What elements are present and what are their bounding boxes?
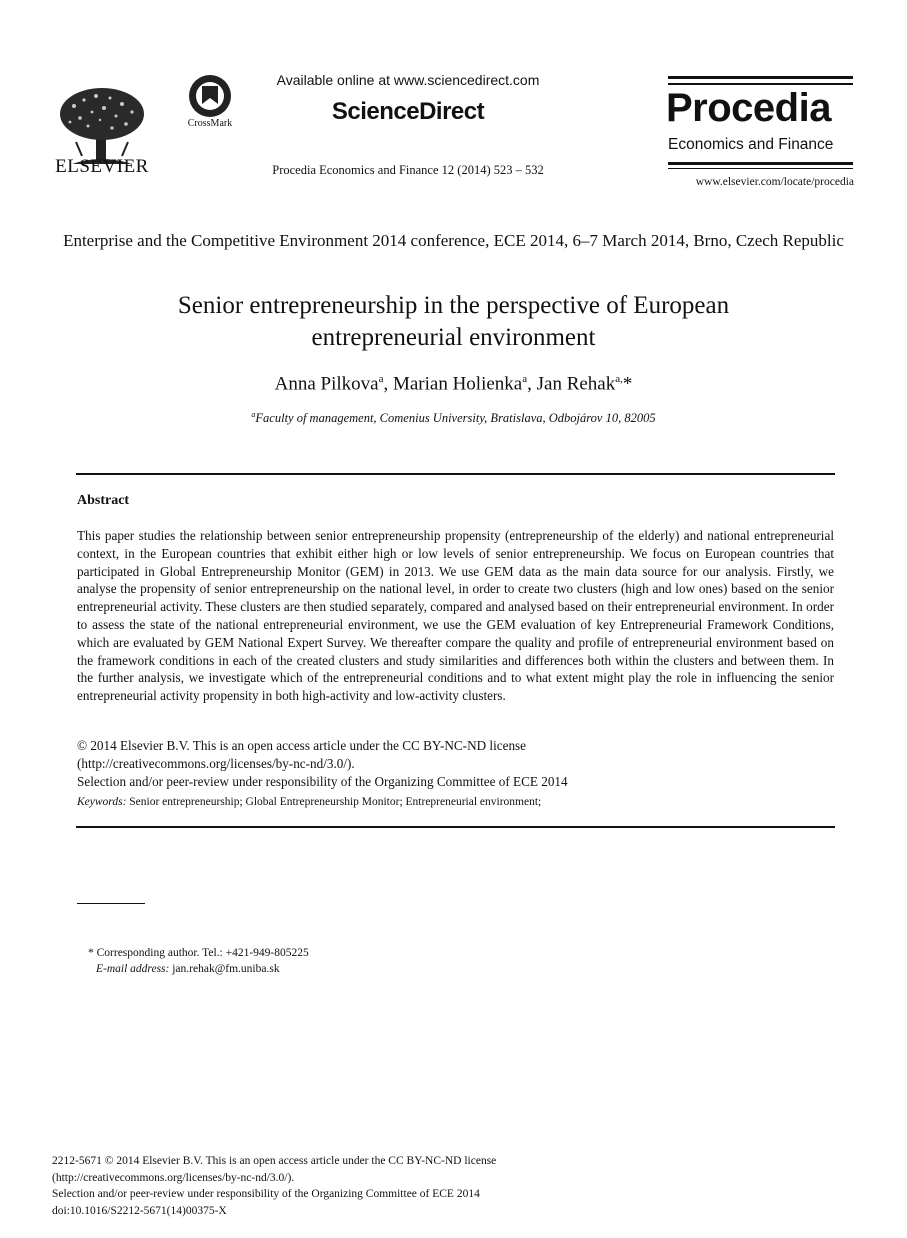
crossmark-label: CrossMark [187,118,233,129]
divider-bottom [76,826,835,828]
author-separator: , [527,373,537,395]
footer-issn-license: 2212-5671 © 2014 Elsevier B.V. This is an open access article under the CC BY-NC-ND license [52,1155,497,1167]
author-list [60,373,847,395]
procedia-rule-bottom [668,162,853,165]
footer-license-link[interactable]: (http://creativecommons.org/licenses/by-nc-nd/3.0/). [52,1171,295,1184]
peer-review-text: Selection and/or peer-review under responsibility of the Organizing Committee of ECE 2014 [77,773,568,789]
footer-doi[interactable]: doi:10.1016/S2212-5671(14)00375-X [52,1204,227,1217]
paper-title [60,290,847,354]
journal-reference: Procedia Economics and Finance 12 (2014) 523 – 532 [272,163,544,177]
journal-brand-subtitle: Economics and Finance [668,136,834,153]
procedia-rule-top-thin [668,83,853,85]
divider-top [76,473,835,475]
footer-peer-review: Selection and/or peer-review under responsibility of the Organizing Committee of ECE 2014 [52,1188,480,1200]
abstract-heading: Abstract [77,493,130,508]
affiliation-text: Faculty of management, Comenius University, Bratislava, Odbojárov 10, 82005 [255,411,656,426]
author-name: Jan Rehak [536,373,616,395]
author-name: Marian Holienka [392,373,523,395]
email-address[interactable]: jan.rehak@fm.uniba.sk [172,963,280,975]
author-separator: , [383,373,393,395]
affiliation [60,410,847,426]
procedia-rule-top [668,76,853,79]
paper-title-line-2: entrepreneurial environment [311,324,596,351]
corresponding-author-note: * Corresponding author. Tel.: +421-949-805225 [88,947,309,959]
email-line [88,961,309,977]
paper-title-line-1: Senior entrepreneurship in the perspective of European [177,292,730,319]
author-affiliation-mark: a [378,373,384,385]
keywords [77,796,834,808]
conference-name: Enterprise and the Competitive Environment 2014 conference, ECE 2014, 6–7 March 2014, Brno, Czech Republic [63,231,844,250]
author-affiliation-mark: a [522,373,528,385]
license-text: © 2014 Elsevier B.V. This is an open access article under the CC BY-NC-ND license [77,738,527,753]
keywords-list: Senior entrepreneurship; Global Entrepreneurship Monitor; Entrepreneurial environment; [129,796,542,808]
corresponding-author-mark: * [622,373,633,395]
affiliation-mark: a [251,410,256,419]
page-footer [52,1153,672,1219]
abstract-body: This paper studies the relationship between senior entrepreneurship propensity (entrepreneurship of the elderly) and national entrepreneurial context, in the European countries that exhibit either high or low levels of senior entrepreneurship. We focus on European countries that participated in Global Entrepreneurship Monitor (GEM) in 2013. We use GEM data as the main data source for our analysis. Firstly, we analyse the propensity of senior entrepreneurship on the national level, in order to create two clusters (high and low ones) based on the senior entrepreneurial activity. These clusters are then studied separately, compared and analysed based on their entrepreneurial environment. In order to assess the state of the national entrepreneurial environment, we use the GEM evaluation of key Entrepreneurial Framework Conditions, which are evaluated by GEM National Expert Survey. We thereafter compare the quality and profile of entrepreneurial environment based on the framework conditions in each of the created clusters and study similarities and differences both within the clusters and between them. In the further analysis, we investigate which of the entrepreneurial conditions and to what extent might play the role in influencing the senior entrepreneurial activity propensity in both high-activity and low-activity clusters. [77,528,834,704]
available-online-text: Available online at www.sciencedirect.com [276,72,540,88]
keywords-label: Keywords: [77,796,127,808]
author-name: Anna Pilkova [274,373,379,395]
journal-url-link[interactable]: www.elsevier.com/locate/procedia [695,176,854,188]
footnote-rule [77,903,145,904]
procedia-rule-bottom-thin [668,168,853,169]
sciencedirect-brand: ScienceDirect [331,98,485,125]
author-affiliation-mark: a, [615,373,623,385]
license-link[interactable]: (http://creativecommons.org/licenses/by-nc-nd/3.0/). [77,755,355,771]
publisher-name: ELSEVIER [55,156,149,177]
journal-brand: Procedia [666,86,831,130]
email-label: E-mail address: [96,963,170,975]
footnote [88,945,309,977]
license-block [77,737,834,790]
